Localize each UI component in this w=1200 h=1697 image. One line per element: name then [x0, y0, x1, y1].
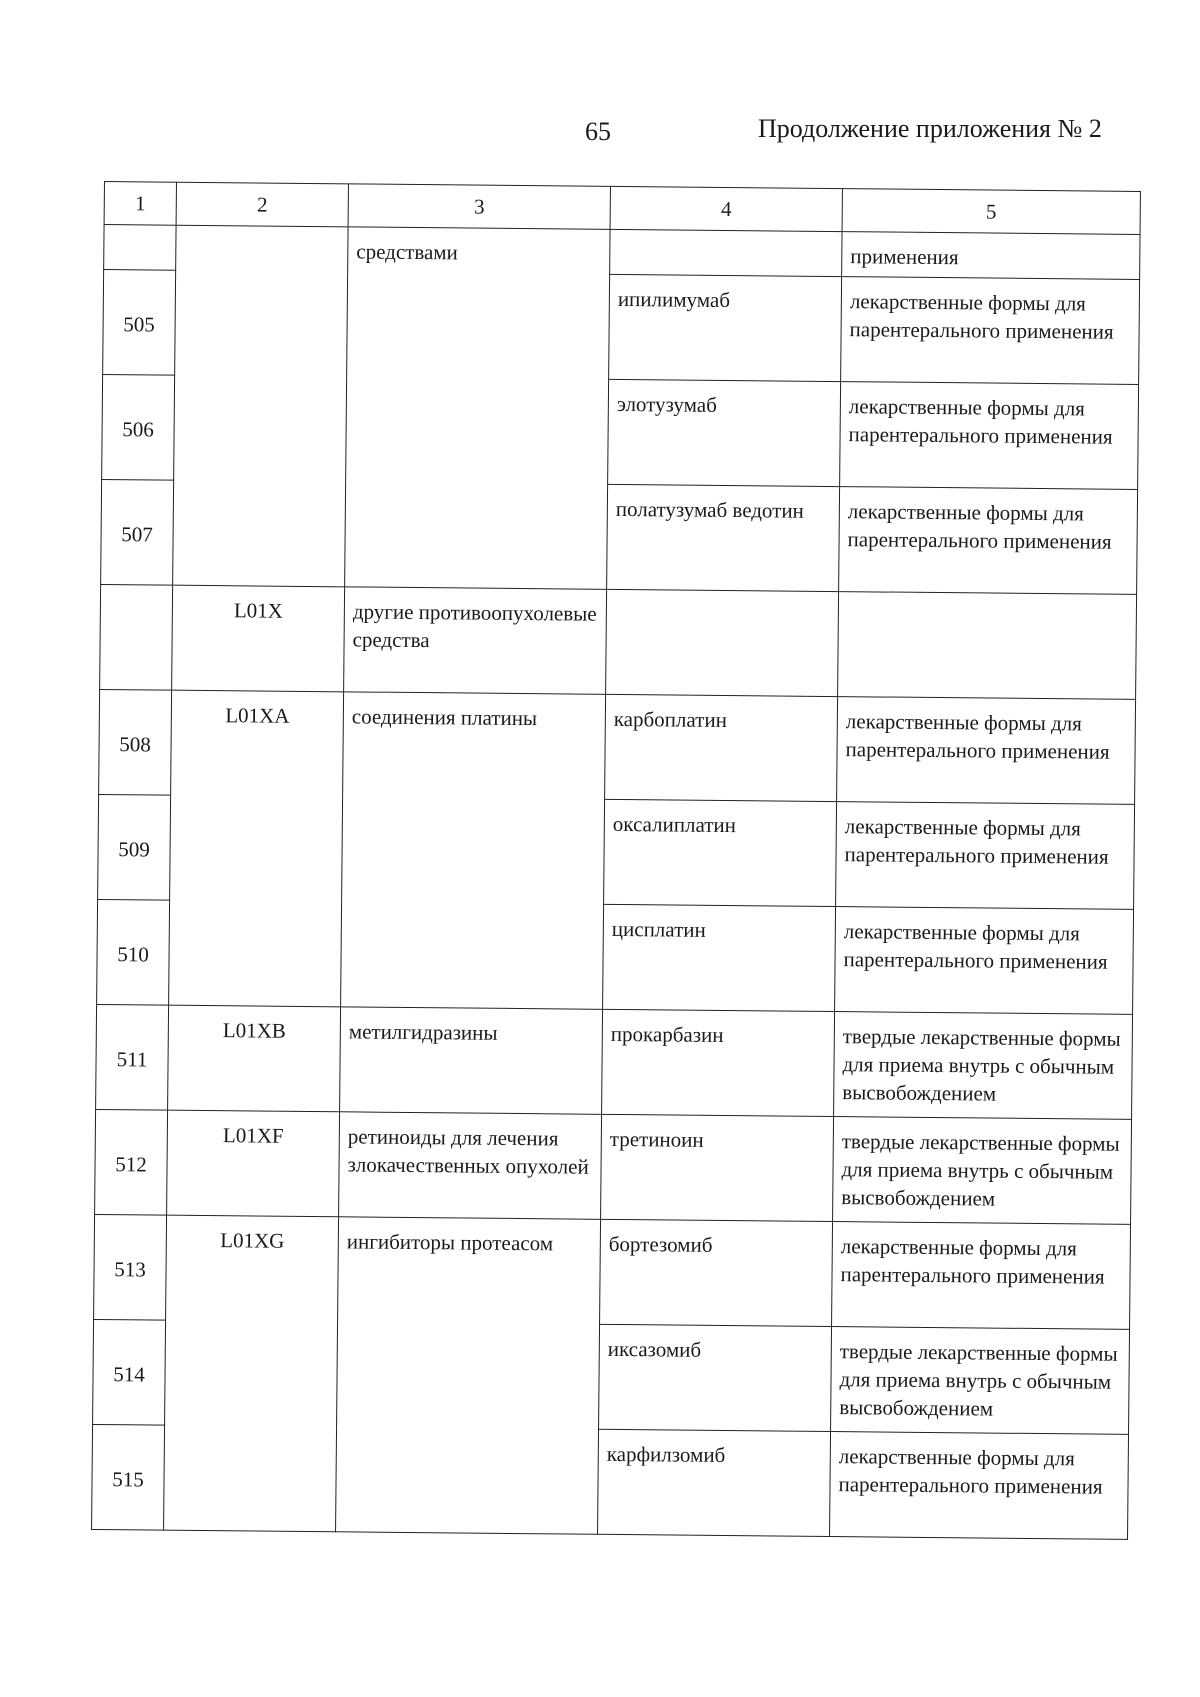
row-number-cell: 513 — [94, 1214, 167, 1320]
dosage-form-cell: лекарственные формы для парентерального применения — [830, 1432, 1129, 1540]
page-number: 65 — [585, 117, 611, 146]
row-number-cell — [104, 225, 176, 271]
dosage-form-cell: лекарственные формы для парентерального применения — [840, 382, 1139, 490]
dosage-form-cell: лекарственные формы для парентерального применения — [832, 1222, 1131, 1330]
row-number-cell: 512 — [95, 1109, 168, 1215]
drug-name-cell — [610, 229, 842, 276]
row-number-cell — [100, 584, 173, 690]
drug-list-table — [91, 181, 1141, 1540]
group-name-cell: ретиноиды для лечения злокачественных опухолей — [339, 1112, 602, 1220]
atc-code-cell: L01XA — [169, 690, 344, 1007]
drug-name-cell: карбоплатин — [605, 694, 838, 801]
atc-code-cell: L01X — [172, 585, 345, 692]
drug-name-cell: оксалиплатин — [604, 799, 837, 906]
drug-name-cell: ипилимумаб — [609, 274, 842, 381]
drug-name-cell: третиноин — [601, 1114, 834, 1221]
group-name-cell: соединения платины — [341, 692, 606, 1010]
dosage-form-cell: применения — [842, 232, 1140, 280]
dosage-form-cell: твердые лекарственные формы для приема внутрь с обычным высвобождением — [833, 1117, 1132, 1225]
row-number-cell: 505 — [103, 270, 176, 376]
table-row — [94, 1214, 1131, 1329]
drug-name-cell: цисплатин — [603, 904, 836, 1011]
row-number-cell: 511 — [96, 1004, 169, 1110]
drug-name-cell: полатузумаб ведотин — [607, 484, 840, 591]
column-header: 3 — [348, 184, 610, 230]
dosage-form-cell: твердые лекарственные формы для приема внутрь с обычным высвобождением — [831, 1327, 1130, 1435]
drug-name-cell: бортезомиб — [600, 1219, 833, 1326]
drug-name-cell: карфилзомиб — [598, 1429, 831, 1536]
column-header: 5 — [842, 189, 1140, 235]
row-number-cell: 506 — [102, 374, 175, 480]
column-header: 4 — [610, 186, 842, 231]
row-number-cell: 508 — [99, 689, 172, 795]
drug-name-cell — [606, 589, 839, 696]
atc-code-cell: L01XG — [164, 1215, 339, 1532]
drug-name-cell: прокарбазин — [602, 1009, 835, 1116]
table-row — [95, 1109, 1132, 1224]
table-row — [104, 225, 1140, 280]
row-number-cell: 514 — [93, 1319, 166, 1425]
table-row — [99, 689, 1136, 804]
table-row — [100, 584, 1137, 699]
dosage-form-cell: лекарственные формы для парентерального применения — [835, 907, 1134, 1015]
column-header: 1 — [104, 182, 176, 226]
row-number-cell: 510 — [97, 899, 170, 1005]
table-row — [96, 1004, 1133, 1119]
row-number-cell: 507 — [101, 479, 174, 585]
column-header: 2 — [176, 182, 348, 227]
dosage-form-cell: лекарственные формы для парентерального применения — [836, 802, 1135, 910]
dosage-form-cell — [838, 592, 1137, 700]
group-name-cell: средствами — [345, 227, 610, 589]
row-number-cell: 509 — [98, 794, 171, 900]
atc-code-cell — [173, 225, 348, 587]
drug-name-cell: элотузумаб — [608, 379, 841, 486]
row-number-cell: 515 — [92, 1424, 165, 1530]
atc-code-cell: L01XB — [168, 1005, 341, 1112]
group-name-cell: метилгидразины — [340, 1007, 603, 1115]
appendix-continuation-header: Продолжение приложения № 2 — [758, 114, 1102, 143]
group-name-cell: другие противоопухолевые средства — [344, 587, 607, 695]
drug-name-cell: иксазомиб — [599, 1324, 832, 1431]
dosage-form-cell: лекарственные формы для парентерального применения — [839, 487, 1138, 595]
group-name-cell: ингибиторы протеасом — [336, 1217, 601, 1535]
atc-code-cell: L01XF — [167, 1110, 340, 1217]
dosage-form-cell: лекарственные формы для парентерального применения — [841, 277, 1140, 385]
dosage-form-cell: твердые лекарственные формы для приема внутрь с обычным высвобождением — [834, 1012, 1133, 1120]
dosage-form-cell: лекарственные формы для парентерального применения — [837, 697, 1136, 805]
